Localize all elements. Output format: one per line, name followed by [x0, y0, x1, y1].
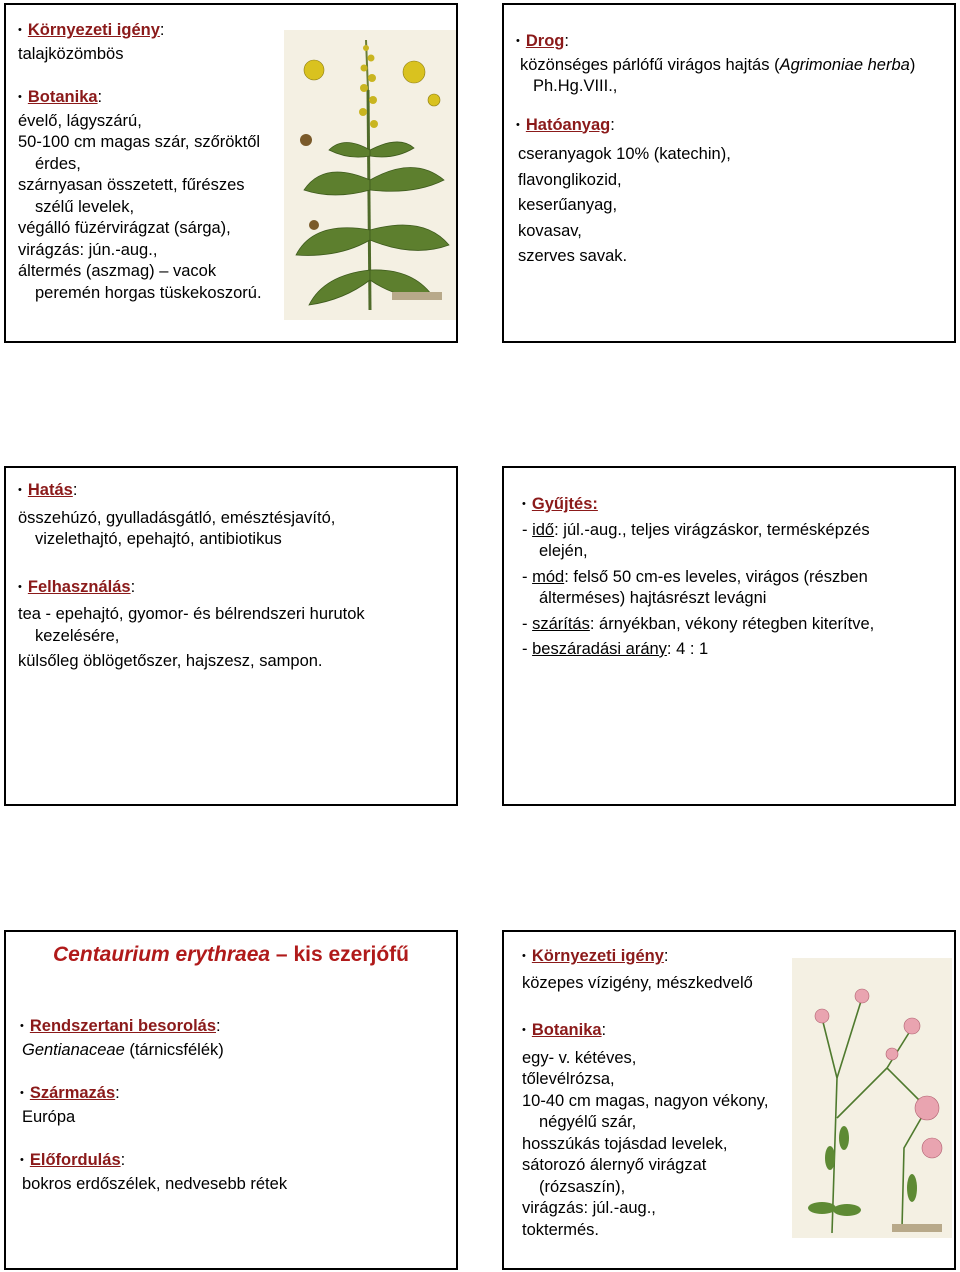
rendszertani-heading: Rendszertani besorolás: [29, 1017, 216, 1035]
text-line: négyélű szár,: [539, 1113, 637, 1131]
agrimonia-plant-illustration-icon: [284, 30, 456, 320]
text-line: sátorozó álernyő virágzat: [522, 1156, 707, 1174]
drog-heading: Drog: [525, 32, 565, 50]
text-line: 50-100 cm magas szár, szőröktől: [18, 133, 261, 151]
slide-agrimonia-collection: [502, 466, 956, 806]
slide-agrimonia-drug: [502, 3, 956, 343]
text-line: áltermés (aszmag) – vacok: [18, 262, 217, 280]
felhasznalas-heading: Felhasználás: [27, 577, 131, 596]
section-heading: • Botanika:: [18, 87, 262, 111]
collection-block: • Gyűjtés: - idő: júl.-aug., teljes virágzáskor, termésképzés elején, - mód: felső 50 cm-es leveles, virágos (részben álterméses) hajtásrészt levágni - szárítás: árnyékban, vékony rétegben kiterítve, - beszáradási arány: 4 : 1: [522, 494, 874, 661]
classification-block: • Rendszertani besorolás: Gentianaceae (tárnicsfélék) • Származás: Európa • Előfordulás: bokros erdőszélek, nedvesebb rétek: [20, 1016, 287, 1195]
text-line: 10-40 cm magas, nagyon vékony,: [522, 1091, 769, 1110]
text-line: tőlevélrózsa,: [522, 1070, 615, 1088]
slide-title: Centaurium erythraea – kis ezerjófű: [53, 943, 409, 966]
botanika-heading: Botanika: [531, 1021, 602, 1039]
hatoanyag-item: flavonglikozid,: [518, 170, 622, 189]
slide-centaurium-botany: [502, 930, 956, 1270]
text-line: érdes,: [35, 154, 81, 173]
text-line: talajközömbös: [18, 44, 124, 63]
drog-block: • Drog: közönséges párlófű virágos hajtás (Agrimoniae herba) Ph.Hg.VIII., • Hatóanyag: cseranyagok 10% (katechin), flavonglikozid, keserűanyag, kovasav, szerves savak.: [516, 31, 915, 270]
hatas-heading: Hatás: [27, 481, 73, 499]
text-line: (rózsaszín),: [539, 1177, 626, 1196]
botany-text-block: [18, 20, 262, 304]
text-line: hosszúkás tojásdad levelek,: [522, 1134, 728, 1153]
centaurium-text-block: • Környezeti igény: közepes vízigény, mészkedvelő • Botanika: egy- v. kétéves, tőlevélrózsa, 10-40 cm magas, nagyon vékony, négyélű szár, hosszúkás tojásdad levelek, sátorozó álernyő virágzat (rózsaszín), virágzás: júl.-aug., toktermés.: [522, 946, 768, 1241]
text-line: toktermés.: [522, 1220, 600, 1239]
text-line: virágzás: júl.-aug.,: [522, 1199, 656, 1217]
gyujtes-heading: Gyűjtés:: [531, 495, 598, 513]
centaurium-plant-illustration-icon: [792, 958, 952, 1238]
effects-block: • Hatás: összehúzó, gyulladásgátló, emésztésjavító, vizelethajtó, epehajtó, antibiotikus • Felhasználás: tea - epehajtó, gyomor- és bélrendszeri hurutok kezelésére, külsőleg öblögetőszer, hajszesz, sampon.: [18, 480, 365, 673]
hatoanyag-item: keserűanyag,: [518, 196, 618, 214]
elofordulas-heading: Előfordulás: [29, 1151, 121, 1169]
text-line: peremén horgas tüskekoszorú.: [35, 283, 262, 302]
hatoanyag-item: szerves savak.: [518, 247, 628, 265]
text-line: végálló füzérvirágzat (sárga),: [18, 219, 231, 237]
slide-centaurium-intro: [4, 930, 458, 1270]
section-heading: • Környezeti igény:: [18, 20, 262, 44]
text-line: virágzás: jún.-aug.,: [18, 240, 158, 259]
szarmazas-heading: Származás: [29, 1084, 116, 1102]
hatoanyag-item: cseranyagok 10% (katechin),: [518, 145, 731, 163]
slide-agrimonia-botany: [4, 3, 458, 343]
text-line: egy- v. kétéves,: [522, 1048, 637, 1067]
text-line: évelő, lágyszárú,: [18, 111, 142, 130]
text-line: szélű levelek,: [35, 197, 135, 216]
hatoanyag-heading: Hatóanyag: [525, 115, 611, 134]
slide-agrimonia-effects: [4, 466, 458, 806]
hatoanyag-item: kovasav,: [518, 221, 582, 240]
kornyezeti-heading: Környezeti igény: [531, 947, 664, 965]
text-line: szárnyasan összetett, fűrészes: [18, 176, 245, 194]
